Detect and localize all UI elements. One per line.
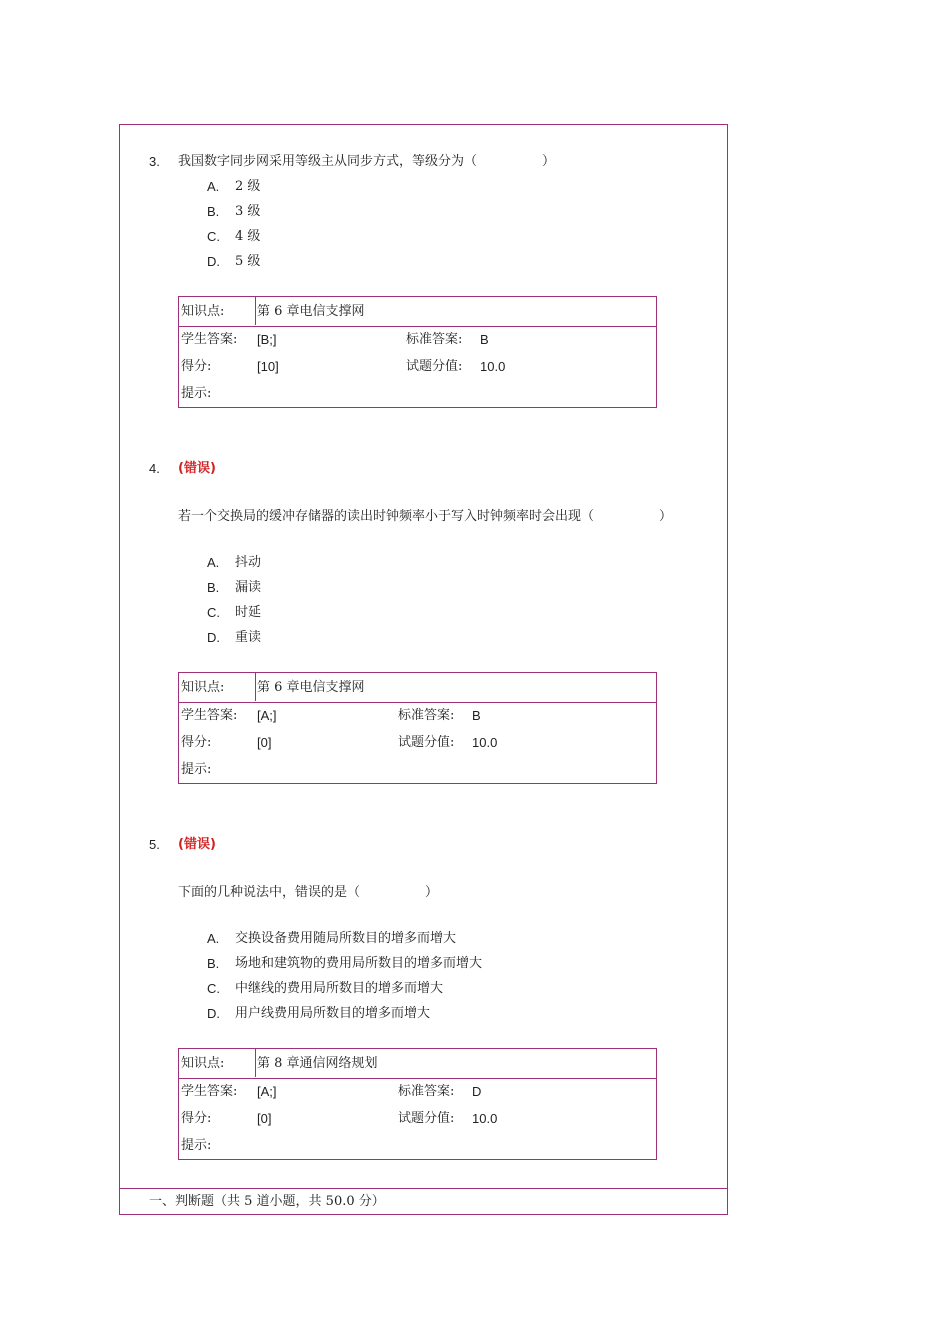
option-letter: D.	[207, 254, 220, 269]
student-answer-value: [B;]	[257, 332, 277, 347]
knowledge-label: 知识点:	[181, 680, 225, 695]
option-text: 5 级	[235, 254, 261, 269]
question-value: 10.0	[480, 359, 506, 374]
student-answer-value: [A;]	[257, 708, 277, 723]
option-letter: A.	[207, 179, 220, 194]
knowledge-divider	[255, 673, 256, 701]
option-text: 2 级	[235, 179, 261, 194]
question-text: 下面的几种说法中，错误的是（ ）	[178, 885, 439, 900]
option-letter: C.	[207, 229, 220, 244]
question-number: 3.	[149, 154, 160, 169]
option-text: 漏读	[235, 580, 262, 595]
knowledge-value: 第 6 章电信支撑网	[257, 680, 365, 695]
question-text: 若一个交换局的缓冲存储器的读出时钟频率小于写入时钟频率时会出现（ ）	[178, 509, 673, 524]
option-letter: A.	[207, 931, 220, 946]
knowledge-divider	[255, 1049, 256, 1077]
student-answer-label: 学生答案:	[181, 708, 238, 723]
score-value: [0]	[257, 735, 272, 750]
standard-answer-value: B	[472, 708, 481, 723]
answer-info-box	[178, 1048, 657, 1160]
question-value-label: 试题分值:	[406, 359, 463, 374]
student-answer-label: 学生答案:	[181, 1084, 238, 1099]
option-letter: D.	[207, 1006, 220, 1021]
question-value: 10.0	[472, 1111, 498, 1126]
question-number: 5.	[149, 837, 160, 852]
option-text: 时延	[235, 605, 262, 620]
score-label: 得分:	[181, 1111, 212, 1126]
knowledge-row	[179, 673, 656, 703]
option-text: 场地和建筑物的费用局所数目的增多而增大	[235, 956, 483, 971]
hint-label: 提示:	[181, 1138, 212, 1153]
option-letter: B.	[207, 956, 220, 971]
hint-label: 提示:	[181, 386, 212, 401]
hint-label: 提示:	[181, 762, 212, 777]
standard-answer-value: B	[480, 332, 489, 347]
option-letter: B.	[207, 204, 220, 219]
score-value: [0]	[257, 1111, 272, 1126]
wrong-badge: (错误)	[178, 837, 216, 852]
section-divider	[120, 1188, 727, 1189]
option-text: 中继线的费用局所数目的增多而增大	[235, 981, 444, 996]
standard-answer-label: 标准答案:	[398, 708, 455, 723]
knowledge-value: 第 8 章通信网络规划	[257, 1056, 378, 1071]
option-letter: A.	[207, 555, 220, 570]
answer-info-box	[178, 296, 657, 408]
standard-answer-label: 标准答案:	[406, 332, 463, 347]
question-text: 我国数字同步网采用等级主从同步方式，等级分为（ ）	[178, 154, 556, 169]
answer-info-box	[178, 672, 657, 784]
knowledge-row	[179, 1049, 656, 1079]
knowledge-label: 知识点:	[181, 1056, 225, 1071]
option-text: 交换设备费用随局所数目的增多而增大	[235, 931, 457, 946]
student-answer-label: 学生答案:	[181, 332, 238, 347]
question-value-label: 试题分值:	[398, 1111, 455, 1126]
question-number: 4.	[149, 461, 160, 476]
knowledge-row	[179, 297, 656, 327]
knowledge-label: 知识点:	[181, 304, 225, 319]
score-label: 得分:	[181, 735, 212, 750]
option-text: 抖动	[235, 555, 262, 570]
wrong-badge: (错误)	[178, 461, 216, 476]
option-letter: C.	[207, 981, 220, 996]
option-text: 3 级	[235, 204, 261, 219]
option-text: 4 级	[235, 229, 261, 244]
knowledge-divider	[255, 297, 256, 325]
standard-answer-value: D	[472, 1084, 482, 1099]
option-text: 重读	[235, 630, 262, 645]
option-letter: D.	[207, 630, 220, 645]
option-text: 用户线费用局所数目的增多而增大	[235, 1006, 431, 1021]
question-value-label: 试题分值:	[398, 735, 455, 750]
option-letter: B.	[207, 580, 220, 595]
question-value: 10.0	[472, 735, 498, 750]
student-answer-value: [A;]	[257, 1084, 277, 1099]
section-heading: 一、判断题（共 5 道小题，共 50.0 分）	[149, 1194, 385, 1209]
score-label: 得分:	[181, 359, 212, 374]
option-letter: C.	[207, 605, 220, 620]
score-value: [10]	[257, 359, 279, 374]
standard-answer-label: 标准答案:	[398, 1084, 455, 1099]
knowledge-value: 第 6 章电信支撑网	[257, 304, 365, 319]
